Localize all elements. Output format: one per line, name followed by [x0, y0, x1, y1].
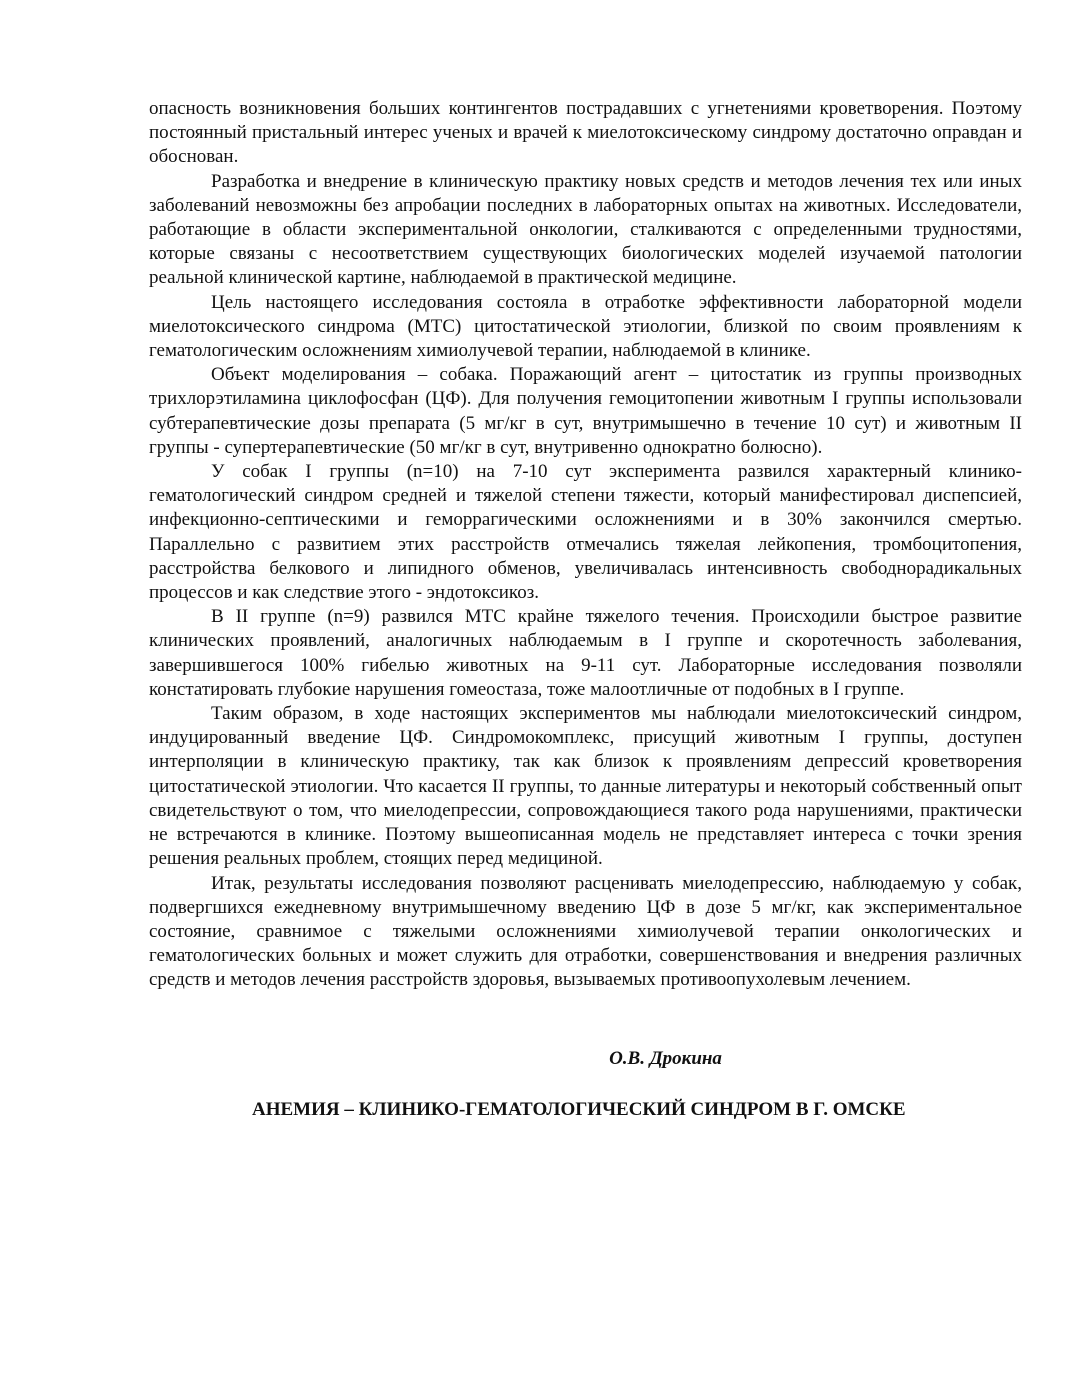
paragraph-results-group-2: В II группе (n=9) развился МТС крайне тяжелого течения. Происходили быстрое развитие клинических проявлений, аналогичных наблюдаемым в I группе и скоротечность заболевания, завершившегося 100% гибелью животных на 9-11 сут. Лабораторные исследования позволяли констатировать глубокие нарушения гомеостаза, тоже малоотличные от подобных в I группе.: [149, 606, 1022, 700]
paragraph-conclusion: Итак, результаты исследования позволяют расценивать миелодепрессию, наблюдаемую у собак, подвергшихся ежедневному внутримышечному введению ЦФ в дозе 5 мг/кг, как экспериментальное состояние, сравнимое с тяжелыми осложнениями химиолучевой терапии онкологических и гематологических больных и может служить для отработки, совершенствования и внедрения различных средств и методов лечения расстройств здоровья, вызываемых противоопухолевым лечением.: [149, 872, 1022, 991]
paragraph-continuation: опасность возникновения больших контингентов пострадавших с угнетениями кроветворения. Поэтому постоянный пристальный интерес ученых и врачей к миелотоксическому синдрому достаточно оправдан и обоснован.: [149, 98, 1022, 168]
paragraph-results-group-1: У собак I группы (n=10) на 7-10 сут эксперимента развился характерный клинико-гематологический синдром средней и тяжелой степени тяжести, который манифестировал диспепсией, инфекционно-септическими и геморрагическими осложнениями и в 30% закончился смертью. Параллельно с развитием этих расстройств отмечались тяжелая лейкопения, тромбоцитопения, расстройства белкового и липидного обменов, увеличивалась интенсивность свободнорадикальных процессов и как следствие этого - эндотоксикоз.: [149, 461, 1022, 604]
paragraph-methods: Объект моделирования – собака. Поражающий агент – цитостатик из группы производных трихлорэтиламина циклофосфан (ЦФ). Для получения гемоцитопении животным I группы использовали субтерапевтические дозы препарата (5 мг/кг в сут, внутримышечно в течение 10 сут) и животным II группы - супертерапевтические (50 мг/кг в сут, внутривенно однократно болюсно).: [149, 364, 1022, 458]
paragraph-discussion: Таким образом, в ходе настоящих экспериментов мы наблюдали миелотоксический синдром, индуцированный введение ЦФ. Синдромокомплекс, присущий животным I группы, доступен интерполяции в клиническую практику, так как близок к проявлениям депрессий кроветворения цитостатической этиологии. Что касается II группы, то данные литературы и некоторый собственный опыт свидетельствуют о том, что миелодепрессии, сопровождающиеся такого рода нарушениями, практически не встречаются в клинике. Поэтому вышеописанная модель не представляет интереса с точки зрения решения реальных проблем, стоящих перед медициной.: [149, 703, 1022, 870]
document-page: [149, 97, 1022, 1122]
paragraph-aim: Цель настоящего исследования состояла в отработке эффективности лабораторной модели миелотоксического синдрома (МТС) цитостатической этиологии, близкой по своим проявлениям к гематологическим осложнениям химиолучевой терапии, наблюдаемой в клинике.: [149, 291, 1022, 362]
paragraph-background: Разработка и внедрение в клиническую практику новых средств и методов лечения тех или иных заболеваний невозможны без апробации последних в лабораторных опытах на животных. Исследователи, работающие в области экспериментальной онкологии, сталкиваются с определенными трудностями, которые связаны с несоответствием существующих биологических моделей изучаемой патологии реальной клинической картине, наблюдаемой в практической медицине.: [149, 170, 1022, 289]
next-article-title: АНЕМИЯ – КЛИНИКО-ГЕМАТОЛОГИЧЕСКИЙ СИНДРОМ В Г. ОМСКЕ: [252, 1098, 906, 1120]
next-article-author: О.В. Дрокина: [609, 1047, 722, 1069]
